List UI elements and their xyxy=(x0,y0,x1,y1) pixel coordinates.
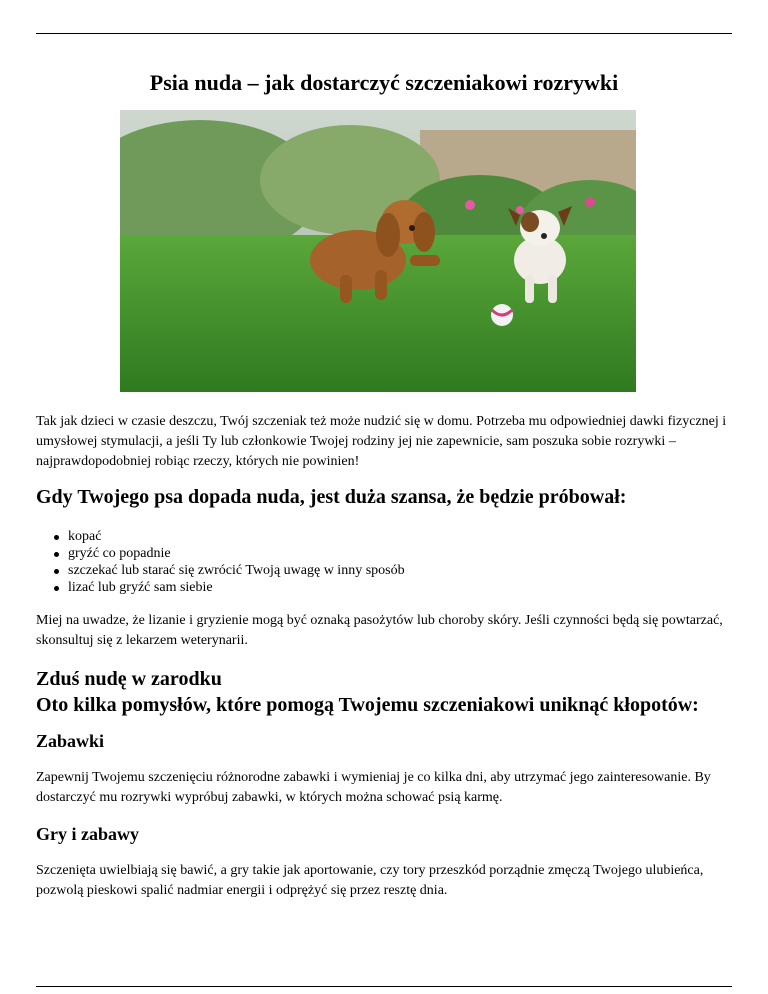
games-paragraph: Szczenięta uwielbiają się bawić, a gry takie jak aportowanie, czy tory przeszkód porządnie zmęczą Twojego ulubieńca, pozwolą pieskowi spalić nadmiar energii i odprężyć się przez resztę dnia. xyxy=(36,863,704,898)
list-item: gryźć co popadnie xyxy=(54,545,714,562)
list-item: kopać xyxy=(54,528,714,545)
toys-paragraph: Zapewnij Twojemu szczenięciu różnorodne zabawki i wymieniaj je co kilka dni, aby utrzymać jego zainteresowanie. By dostarczyć mu rozrywki wypróbuj zabawki, w których można schować psią karmę. xyxy=(36,770,711,805)
warning-paragraph: Miej na uwadze, że lizanie i gryzienie mogą być oznaką pasożytów lub choroby skóry. Jeśli czynności będą się powtarzać, skonsultuj się z lekarzem weterynarii. xyxy=(36,613,723,648)
list-item: szczekać lub starać się zwrócić Twoją uwagę w inny sposób xyxy=(54,562,714,579)
intro-paragraph: Tak jak dzieci w czasie deszczu, Twój szczeniak też może nudzić się w domu. Potrzeba mu odpowiedniej dawki fizycznej i umysłowej stymulacji, a jeśli Ty lub członkowie Twojej rodziny jej nie zapewnicie, sam poszuka sobie rozrywki – najprawdopodobniej robiąc rzeczy, których nie powinien! xyxy=(36,414,727,469)
bottom-rule xyxy=(36,986,732,987)
top-rule xyxy=(36,33,732,34)
ideas-heading: Oto kilka pomysłów, które pomogą Twojemu szczeniakowi uniknąć kłopotów: xyxy=(36,694,699,716)
boredom-behaviours-list xyxy=(54,528,714,596)
nip-in-bud-heading: Zduś nudę w zarodku xyxy=(36,668,222,690)
toys-heading: Zabawki xyxy=(36,731,105,751)
games-heading: Gry i zabawy xyxy=(36,824,139,844)
list-item: lizać lub gryźć sam siebie xyxy=(54,579,714,596)
page-title: Psia nuda – jak dostarczyć szczeniakowi rozrywki xyxy=(149,70,619,95)
puppies-photo-illustration xyxy=(120,110,636,392)
boredom-heading: Gdy Twojego psa dopada nuda, jest duża szansa, że będzie próbował: xyxy=(36,486,627,508)
puppies-photo xyxy=(120,110,636,392)
